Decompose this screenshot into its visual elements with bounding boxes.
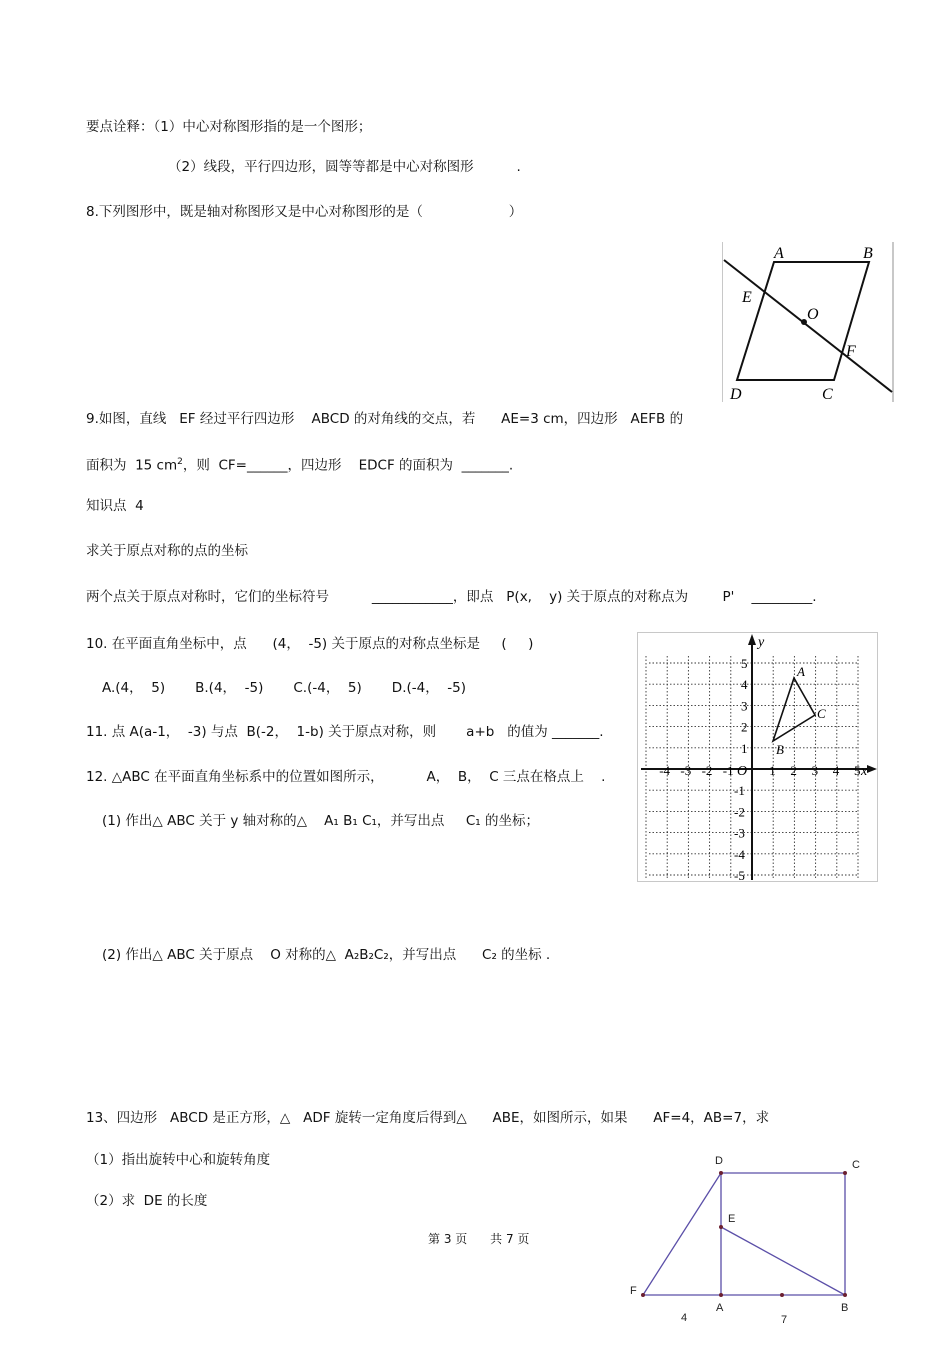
grid-label-a: A [797,664,805,679]
question-13: 13、四边形 ABCD 是正方形，△ ADF 旋转一定角度后得到△ ABE，如图所示，如果 AF=4，AB=7，求 [86,1110,770,1126]
grid-label-c: C [817,706,826,721]
segment-eb [721,1227,845,1295]
vertex-f [641,1293,645,1297]
square-abcd [721,1173,845,1295]
x-tick-label: -3 [680,763,692,778]
page-footer: 第 3 页 共 7 页 [428,1232,530,1246]
vertex-c [843,1171,847,1175]
grid-label-b: B [776,742,784,757]
y-tick-label: -1 [734,783,745,799]
parallelogram-figure [722,242,894,402]
note-line-1: 要点诠释：（1）中心对称图形指的是一个图形； [86,119,372,135]
x-tick-label: -2 [701,763,713,778]
segment-df [643,1173,721,1295]
y-tick-label: 2 [741,719,748,735]
y-tick-label: 1 [741,740,748,756]
question-9-line-1: 9.如图，直线 EF 经过平行四边形 ABCD 的对角线的交点，若 AE=3 cm，四边形 AEFB 的 [86,411,684,427]
length-ab: 7 [781,1314,788,1326]
sq-label-b: B [841,1302,849,1314]
question-9-line-2 [86,453,513,475]
label-o: O [807,306,819,323]
vertex-a [719,1293,723,1297]
question-13-part-1: （1）指出旋转中心和旋转角度 [86,1152,271,1168]
question-10-options: A.(4， 5) B.(4， -5) C.(-4， 5) D.(-4， -5) [102,680,467,696]
q9-superscript: 2 [177,457,183,467]
question-13-part-2: （2）求 DE 的长度 [86,1193,208,1209]
square-figure [625,1150,870,1330]
sq-label-f: F [630,1285,637,1297]
x-axis-arrow [867,765,877,773]
knowledge-point-4: 知识点 4 [86,498,144,514]
x-tick-label: 4 [832,763,840,778]
y-axis-label: y [758,635,765,650]
label-e: E [742,289,752,306]
label-b: B [863,245,873,262]
x-tick-label: -1 [722,763,734,778]
vertex-e [719,1225,723,1229]
knowledge-point-4-title: 求关于原点对称的点的坐标 [86,543,248,559]
x-tick-label: 5 [854,763,861,778]
label-d: D [730,386,742,402]
x-tick-label: 1 [769,763,776,778]
y-tick-label: -2 [734,804,745,820]
length-fa: 4 [681,1312,688,1324]
question-10: 10. 在平面直角坐标中，点 (4， -5) 关于原点的对称点坐标是 ( ) [86,636,534,652]
question-12: 12. △ABC 在平面直角坐标系中的位置如图所示， A， B， C 三点在格点上 . [86,769,606,785]
sq-label-c: C [852,1159,860,1171]
sq-label-e: E [728,1213,736,1225]
grid-frame [638,633,878,882]
label-a: A [774,245,784,262]
note-line-2: （2）线段，平行四边形，圆等等都是中心对称图形 . [168,159,521,175]
q9-text-pre: 面积为 15 cm [86,457,178,474]
label-f: F [846,343,856,360]
sq-label-a: A [716,1302,724,1314]
vertex-d [719,1171,723,1175]
line-ef [724,260,892,392]
y-tick-label: -4 [734,846,745,862]
sq-label-d: D [715,1155,723,1167]
y-tick-label: -3 [734,825,745,841]
question-12-part-2: (2) 作出△ ABC 关于原点 O 对称的△ A₂B₂C₂，并写出点 C₂ 的坐标 . [102,947,551,963]
label-c: C [822,386,833,402]
y-tick-label: -5 [734,868,745,882]
question-11: 11. 点 A(a-1， -3) 与点 B(-2， 1-b) 关于原点对称，则 a+b 的值为 _______. [86,724,604,740]
x-tick-label: 3 [811,763,819,778]
x-tick-label: 2 [790,763,797,778]
x-axis-label: x [861,764,868,779]
coordinate-grid-figure [637,632,878,882]
origin-label: O [737,764,748,779]
x-tick-labels [659,763,860,778]
vertex-b [843,1293,847,1297]
q9-text-post: ，则 CF=______，四边形 EDCF 的面积为 _______. [182,457,514,474]
x-tick-label: -4 [659,763,671,778]
question-8: 8.下列图形中，既是轴对称图形又是中心对称图形的是（ ） [86,204,523,220]
y-tick-label: 5 [741,656,748,671]
y-tick-label: 4 [741,677,748,693]
question-12-part-1: (1) 作出△ ABC 关于 y 轴对称的△ A₁ B₁ C₁，并写出点 C₁ 的坐标； [102,813,540,829]
y-tick-label: 3 [741,698,748,714]
midpoint-ab [780,1293,784,1297]
y-axis-arrow [748,634,756,645]
symmetry-rule: 两个点关于原点对称时，它们的坐标符号 ____________，即点 P(x, y) 关于原点的对称点为 P' _________. [86,589,817,605]
